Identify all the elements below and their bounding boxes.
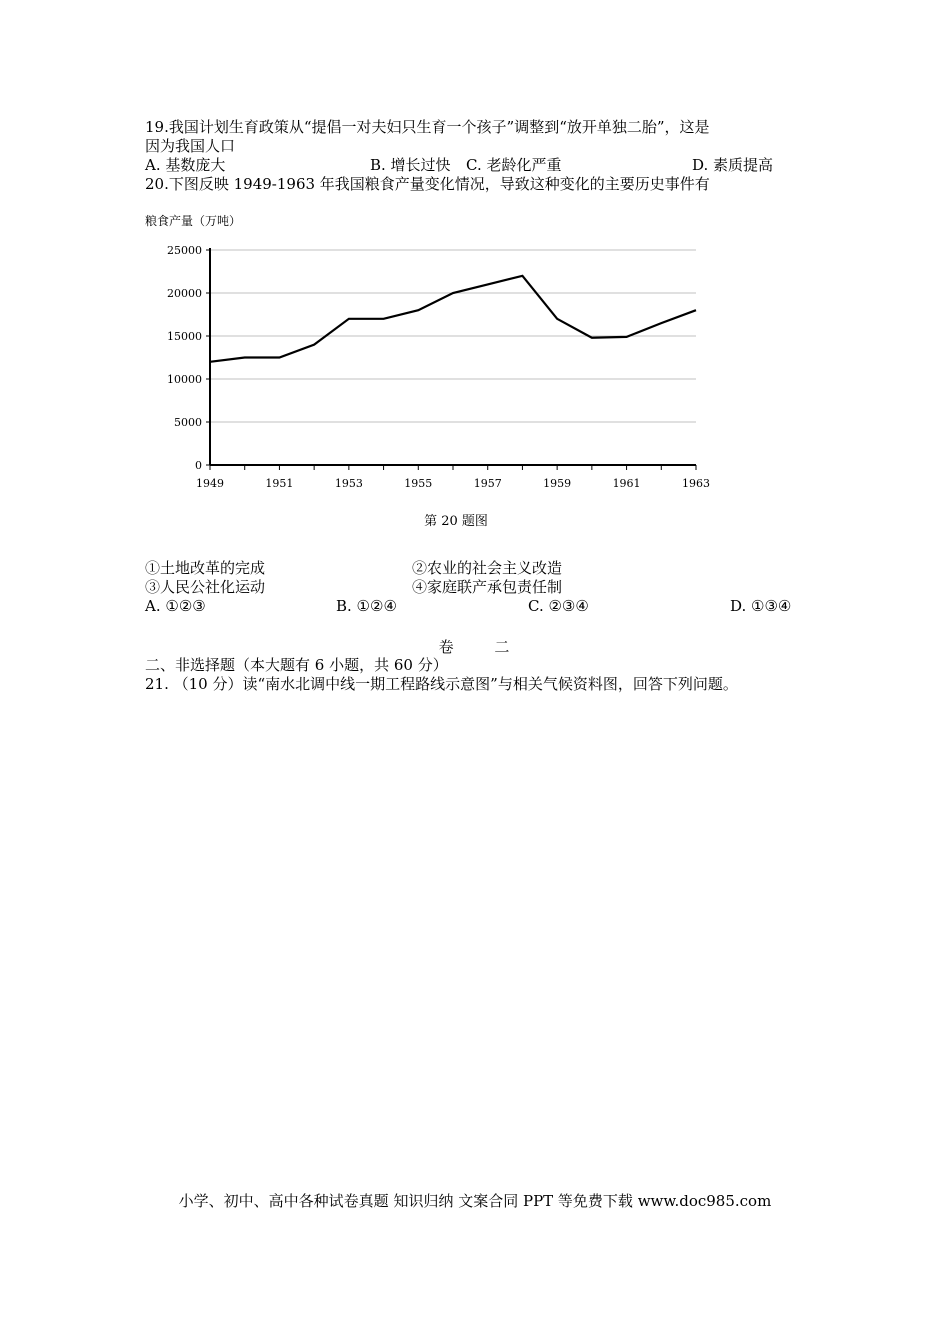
- q20-stem: 20.下图反映 1949-1963 年我国粮食产量变化情况，导致这种变化的主要历史事件有: [145, 175, 710, 193]
- y-tick-label: 10000: [167, 373, 202, 386]
- q20-event-3: ③人民公社化运动: [145, 578, 266, 596]
- q20-option-b: B. ①②④: [336, 597, 397, 615]
- q20-event-1: ①土地改革的完成: [145, 559, 266, 577]
- q20-option-a: A. ①②③: [145, 597, 206, 615]
- q20-option-c: C. ②③④: [528, 597, 589, 615]
- x-tick-label: 1951: [265, 477, 294, 490]
- y-tick-label: 20000: [167, 287, 202, 300]
- q20-event-4: ④家庭联产承包责任制: [412, 578, 563, 596]
- x-tick-label: 1955: [404, 477, 433, 490]
- x-tick-label: 1949: [196, 477, 224, 490]
- section-two-instructions: 二、非选择题（本大题有 6 小题，共 60 分）: [145, 656, 448, 674]
- x-tick-label: 1953: [334, 477, 363, 490]
- x-tick-label: 1959: [543, 477, 572, 490]
- q19-option-c: C. 老龄化严重: [466, 156, 562, 174]
- q19-stem-line1: 19.我国计划生育政策从“提倡一对夫妇只生育一个孩子”调整到“放开单独二胎”，这是: [145, 118, 710, 136]
- y-tick-label: 5000: [174, 416, 202, 429]
- q19-stem-line2: 因为我国人口: [145, 137, 236, 155]
- y-tick-label: 15000: [167, 330, 202, 343]
- page-footer: 小学、初中、高中各种试卷真题 知识归纳 文案合同 PPT 等免费下载 www.doc985.com: [178, 1192, 772, 1210]
- q19-option-b: B. 增长过快: [370, 156, 451, 174]
- series-line: [210, 276, 696, 362]
- q20-option-d: D. ①③④: [730, 597, 792, 615]
- y-tick-label: 25000: [167, 244, 202, 257]
- q20-event-2: ②农业的社会主义改造: [412, 559, 563, 577]
- question-21-stem: 21. （10 分）读“南水北调中线一期工程路线示意图”与相关气候资料图，回答下列问题。: [145, 675, 738, 693]
- y-tick-label: 0: [195, 459, 202, 472]
- grain-output-line-chart: [150, 235, 710, 495]
- x-tick-label: 1963: [682, 477, 710, 490]
- x-tick-label: 1961: [612, 477, 641, 490]
- q19-option-a: A. 基数庞大: [145, 156, 226, 174]
- section-two-heading: 卷 二: [438, 638, 528, 656]
- figure-caption: 第 20 题图: [424, 514, 488, 529]
- x-tick-label: 1957: [473, 477, 502, 490]
- q19-option-d: D. 素质提高: [692, 156, 774, 174]
- chart-y-axis-label: 粮食产量（万吨）: [145, 214, 242, 228]
